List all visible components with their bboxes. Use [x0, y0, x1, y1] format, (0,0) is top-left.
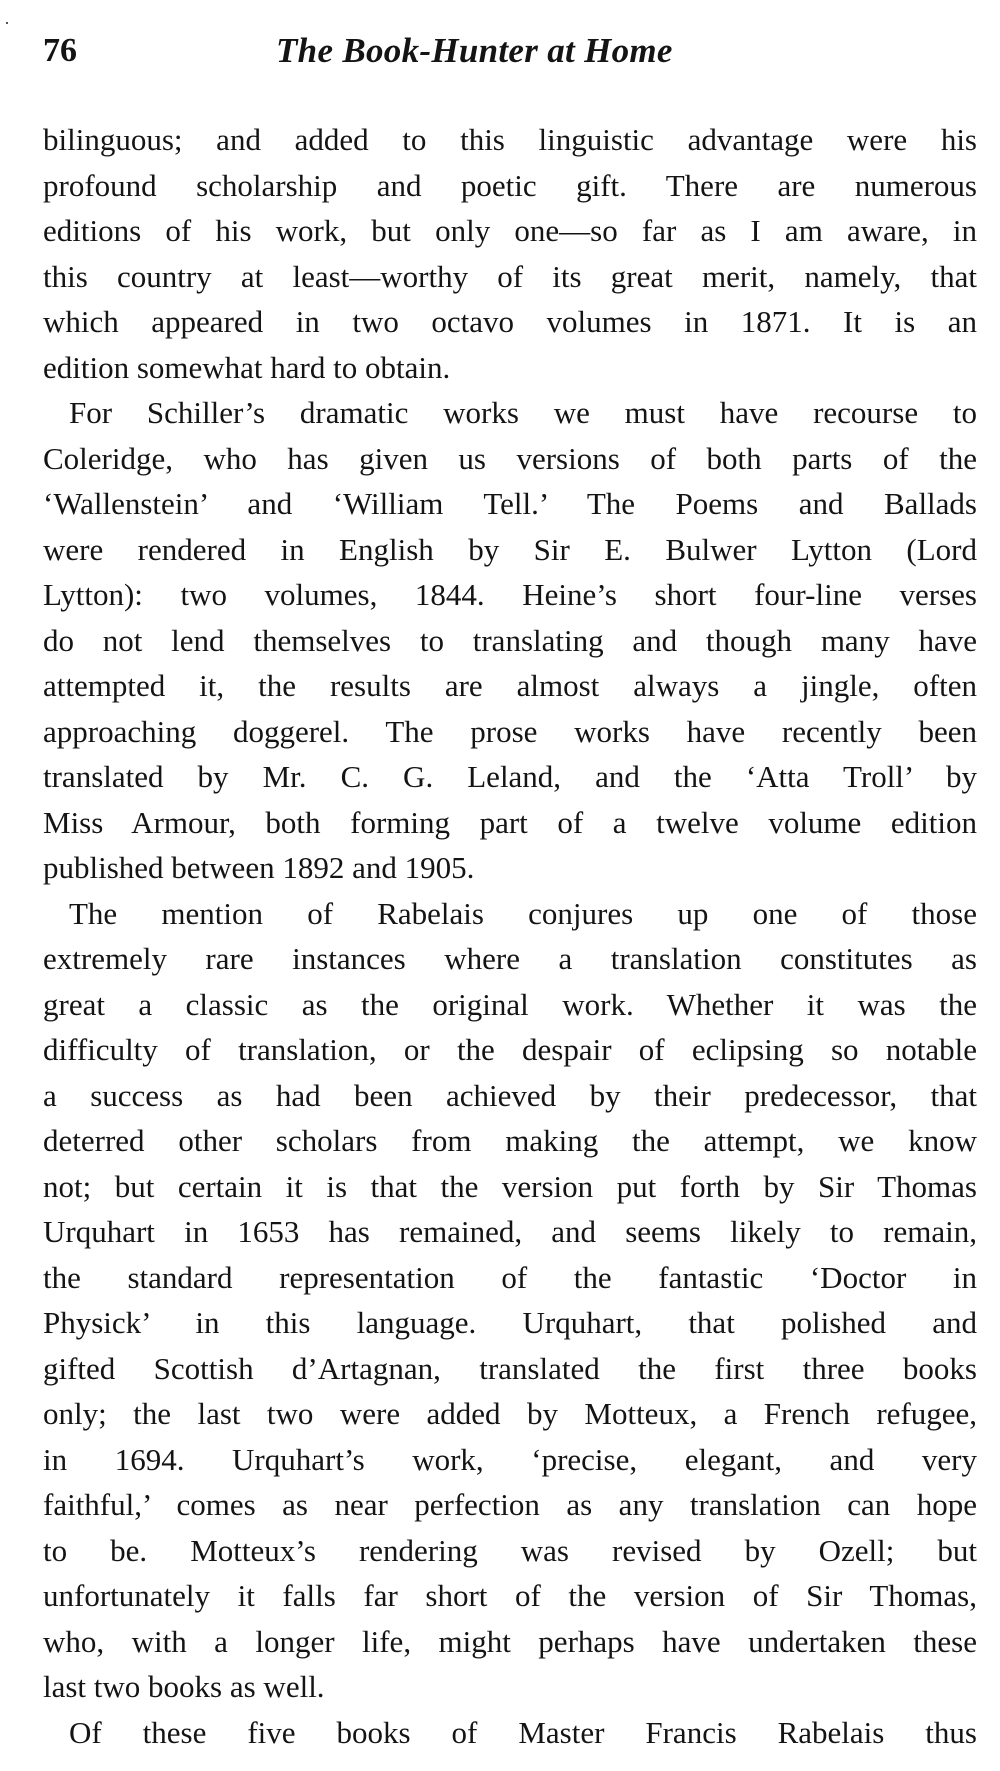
text-line: extremely rare instances where a translation constitutes as: [43, 941, 977, 976]
scan-speck: [6, 22, 8, 24]
text-line: Physick’ in this language. Urquhart, that polished and: [43, 1305, 977, 1340]
body-text: [43, 117, 977, 1755]
text-line: editions of his work, but only one—so far as I am aware, in: [43, 213, 977, 248]
text-line: Of these five books of Master Francis Rabelais thus: [69, 1714, 977, 1750]
text-line: unfortunately it falls far short of the version of Sir Thomas,: [43, 1578, 977, 1613]
text-line: Coleridge, who has given us versions of both parts of the: [43, 440, 977, 476]
text-line: who, with a longer life, might perhaps have undertaken these: [43, 1623, 977, 1659]
text-line: Urquhart in 1653 has remained, and seems likely to remain,: [43, 1214, 977, 1249]
text-line: The mention of Rabelais conjures up one of those: [69, 895, 977, 931]
paragraph: [43, 891, 977, 1710]
text-line: Lytton): two volumes, 1844. Heine’s short four-line verses: [43, 577, 977, 612]
text-line: were rendered in English by Sir E. Bulwer Lytton (Lord: [43, 531, 977, 567]
text-line: in 1694. Urquhart’s work, ‘precise, elegant, and very: [43, 1441, 977, 1477]
text-line: a success as had been achieved by their predecessor, that: [43, 1077, 977, 1113]
text-line: last two books as well.: [43, 1669, 325, 1704]
text-line: to be. Motteux’s rendering was revised by Ozell; but: [43, 1532, 977, 1568]
text-line: edition somewhat hard to obtain.: [43, 349, 451, 385]
text-line: bilinguous; and added to this linguistic advantage were his: [43, 122, 977, 157]
text-line: translated by Mr. C. G. Leland, and the ‘Atta Troll’ by: [43, 759, 977, 794]
text-line: great a classic as the original work. Whether it was the: [43, 986, 977, 1022]
paragraph: [43, 390, 977, 891]
text-line: do not lend themselves to translating and though many have: [43, 622, 977, 658]
page-header: [43, 26, 977, 76]
text-line: profound scholarship and poetic gift. There are numerous: [43, 167, 977, 203]
text-line: which appeared in two octavo volumes in 1871. It is an: [43, 304, 977, 339]
text-line: deterred other scholars from making the attempt, we know: [43, 1123, 977, 1158]
text-line: difficulty of translation, or the despair of eclipsing so notable: [43, 1032, 977, 1067]
paragraph: [43, 1710, 977, 1756]
text-line: published between 1892 and 1905.: [43, 850, 475, 885]
text-line: the standard representation of the fantastic ‘Doctor in: [43, 1259, 977, 1295]
text-line: attempted it, the results are almost always a jingle, often: [43, 668, 977, 703]
page-number: 76: [43, 32, 77, 69]
text-line: gifted Scottish d’Artagnan, translated the first three books: [43, 1350, 977, 1386]
text-line: For Schiller’s dramatic works we must have recourse to: [69, 395, 977, 430]
text-line: not; but certain it is that the version put forth by Sir Thomas: [43, 1168, 977, 1204]
text-line: Miss Armour, both forming part of a twelve volume edition: [43, 804, 977, 840]
running-title: The Book-Hunter at Home: [276, 31, 673, 70]
text-line: this country at least—worthy of its great merit, namely, that: [43, 258, 977, 294]
text-line: approaching doggerel. The prose works have recently been: [43, 713, 977, 749]
text-line: only; the last two were added by Motteux, a French refugee,: [43, 1396, 977, 1431]
text-line: ‘Wallenstein’ and ‘William Tell.’ The Poems and Ballads: [43, 486, 977, 521]
paragraph: [43, 117, 977, 390]
text-line: faithful,’ comes as near perfection as any translation can hope: [43, 1487, 977, 1522]
